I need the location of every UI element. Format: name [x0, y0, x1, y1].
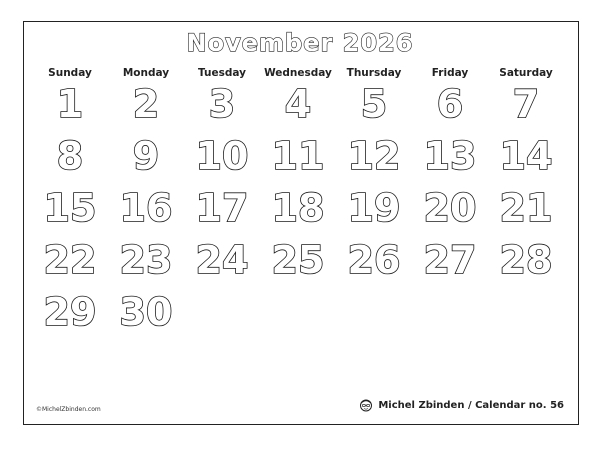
- day-cell: 17: [195, 186, 249, 230]
- day-cell: 20: [423, 186, 477, 230]
- day-cell: 4: [284, 82, 312, 126]
- day-cell: 25: [271, 238, 325, 282]
- day-cell: 21: [499, 186, 553, 230]
- weekday-thursday: Thursday: [346, 67, 402, 79]
- day-cell: 2: [132, 82, 160, 126]
- weekday-header: [32, 67, 564, 79]
- weekday-saturday: Saturday: [499, 67, 553, 79]
- day-cell: 23: [119, 238, 173, 282]
- weekday-friday: Friday: [431, 67, 469, 79]
- day-cell: 29: [43, 290, 97, 334]
- day-cell: 6: [436, 82, 464, 126]
- day-cell: 19: [347, 186, 401, 230]
- day-cell: 9: [132, 134, 160, 178]
- weekday-monday: Monday: [122, 67, 170, 79]
- weekday-tuesday: Tuesday: [198, 67, 246, 79]
- day-cell: 26: [347, 238, 401, 282]
- weekday-sunday: Sunday: [48, 67, 92, 79]
- face-icon: [359, 398, 373, 412]
- day-cell: 14: [499, 134, 553, 178]
- day-cell: 10: [195, 134, 249, 178]
- day-cell: 11: [271, 134, 325, 178]
- day-cell: 16: [119, 186, 173, 230]
- day-cell: 24: [195, 238, 249, 282]
- day-cell: 5: [360, 82, 388, 126]
- website-credit: ©MichelZbinden.com: [36, 406, 101, 413]
- day-grid: [32, 80, 564, 340]
- day-cell: 30: [119, 290, 173, 334]
- calendar-title: November 2026: [186, 29, 414, 57]
- author-credit-text: Michel Zbinden / Calendar no. 56: [378, 399, 564, 411]
- author-credit: [359, 398, 564, 412]
- day-cell: 15: [43, 186, 97, 230]
- day-cell: 3: [208, 82, 236, 126]
- day-cell: 13: [423, 134, 477, 178]
- day-cell: 18: [271, 186, 325, 230]
- day-cell: 8: [56, 134, 84, 178]
- day-cell: 12: [347, 134, 401, 178]
- day-cell: 28: [499, 238, 553, 282]
- day-cell: 22: [43, 238, 97, 282]
- weekday-wednesday: Wednesday: [264, 67, 332, 79]
- day-cell: 1: [56, 82, 84, 126]
- day-cell: 27: [423, 238, 477, 282]
- day-cell: 7: [512, 82, 540, 126]
